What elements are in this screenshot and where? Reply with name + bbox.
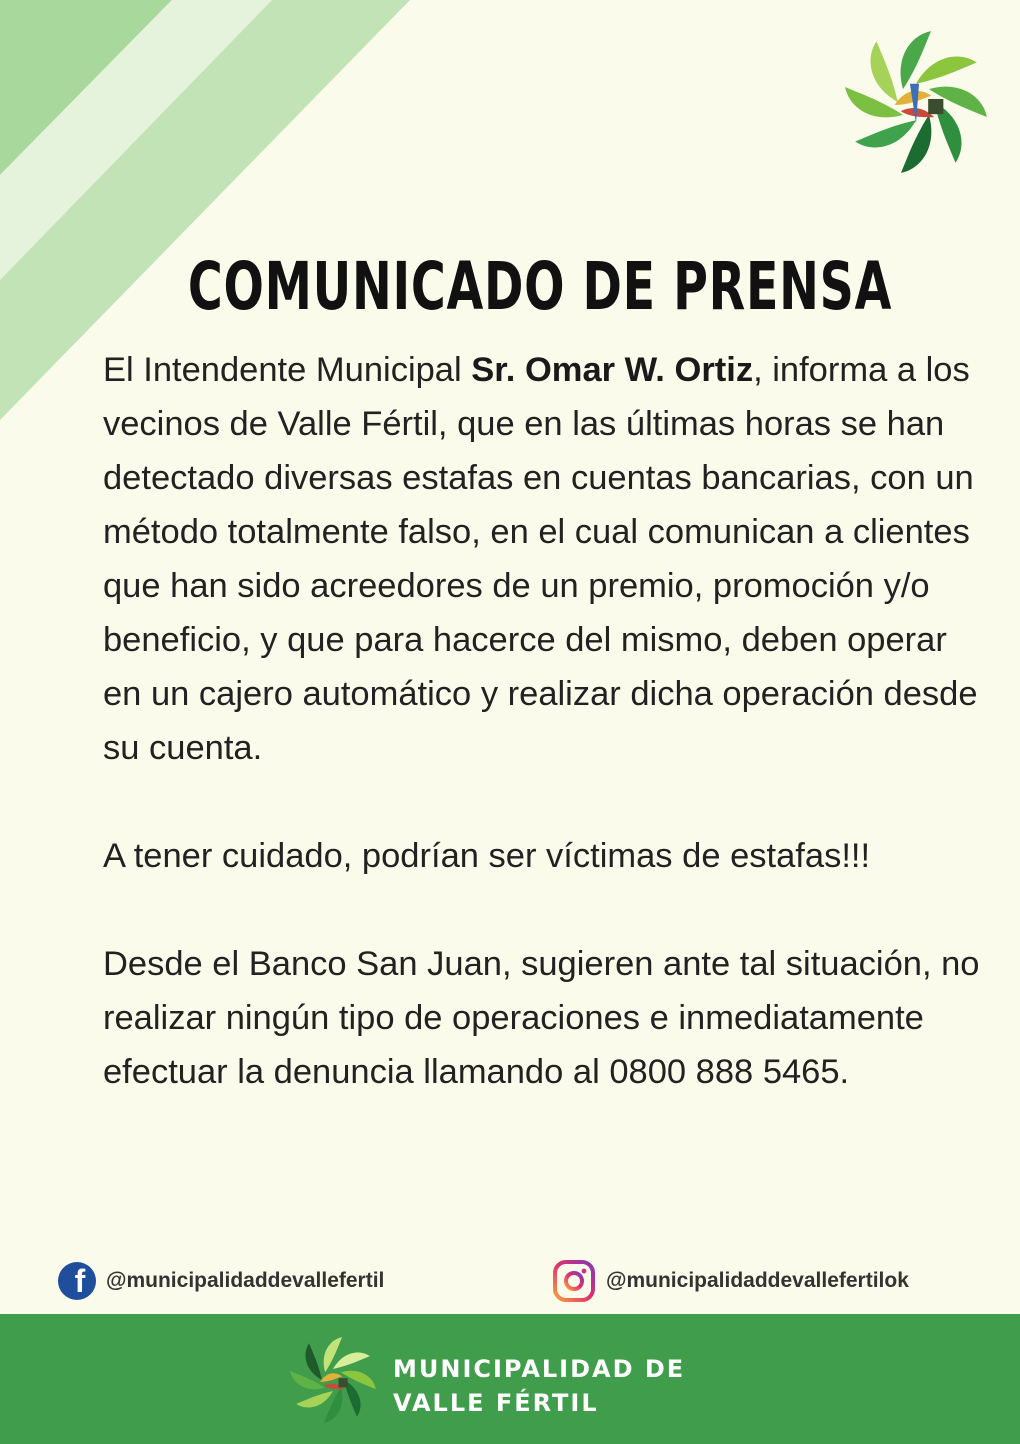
- footer-logo: [287, 1334, 379, 1426]
- page-title: COMUNICADO DE PRENSA: [187, 248, 893, 325]
- footer-municipality-name: [393, 1352, 685, 1420]
- municipal-logo: [840, 26, 992, 178]
- paragraph-announcement: [103, 343, 993, 775]
- footer-name-line1: MUNICIPALIDAD DE: [393, 1355, 686, 1383]
- mayor-name: Sr. Omar W. Ortiz: [471, 351, 754, 389]
- facebook-link[interactable]: [58, 1261, 384, 1301]
- paragraph-bank-advice: Desde el Banco San Juan, sugieren ante tal situación, no realizar ningún tipo de operaciones e inmediatamente efectuar la denuncia llamando al 0800 888 5465.: [103, 945, 980, 1091]
- press-release-body: [103, 343, 993, 1099]
- instagram-icon: [552, 1259, 596, 1303]
- footer-banner: [0, 1314, 1020, 1444]
- paragraph-warning: A tener cuidado, podrían ser víctimas de estafas!!!: [103, 837, 871, 875]
- instagram-handle: @municipalidaddevallefertilok: [606, 1269, 909, 1292]
- facebook-icon: f: [58, 1262, 96, 1300]
- paragraph-rest: , informa a los vecinos de Valle Fértil, que en las últimas horas se han detectado diversas estafas en cuentas bancarias, con un método totalmente falso, en el cual comunican a clientes que han sido acreedores de un premio, promoción y/o beneficio, y que para hacerce del mismo, deben operar en un cajero automático y realizar dicha operación desde su cuenta.: [103, 351, 978, 767]
- paragraph-intro: El Intendente Municipal: [103, 351, 472, 389]
- facebook-handle: @municipalidaddevallefertil: [106, 1269, 385, 1292]
- instagram-link[interactable]: [552, 1261, 909, 1301]
- footer-name-line2: VALLE FÉRTIL: [393, 1389, 599, 1417]
